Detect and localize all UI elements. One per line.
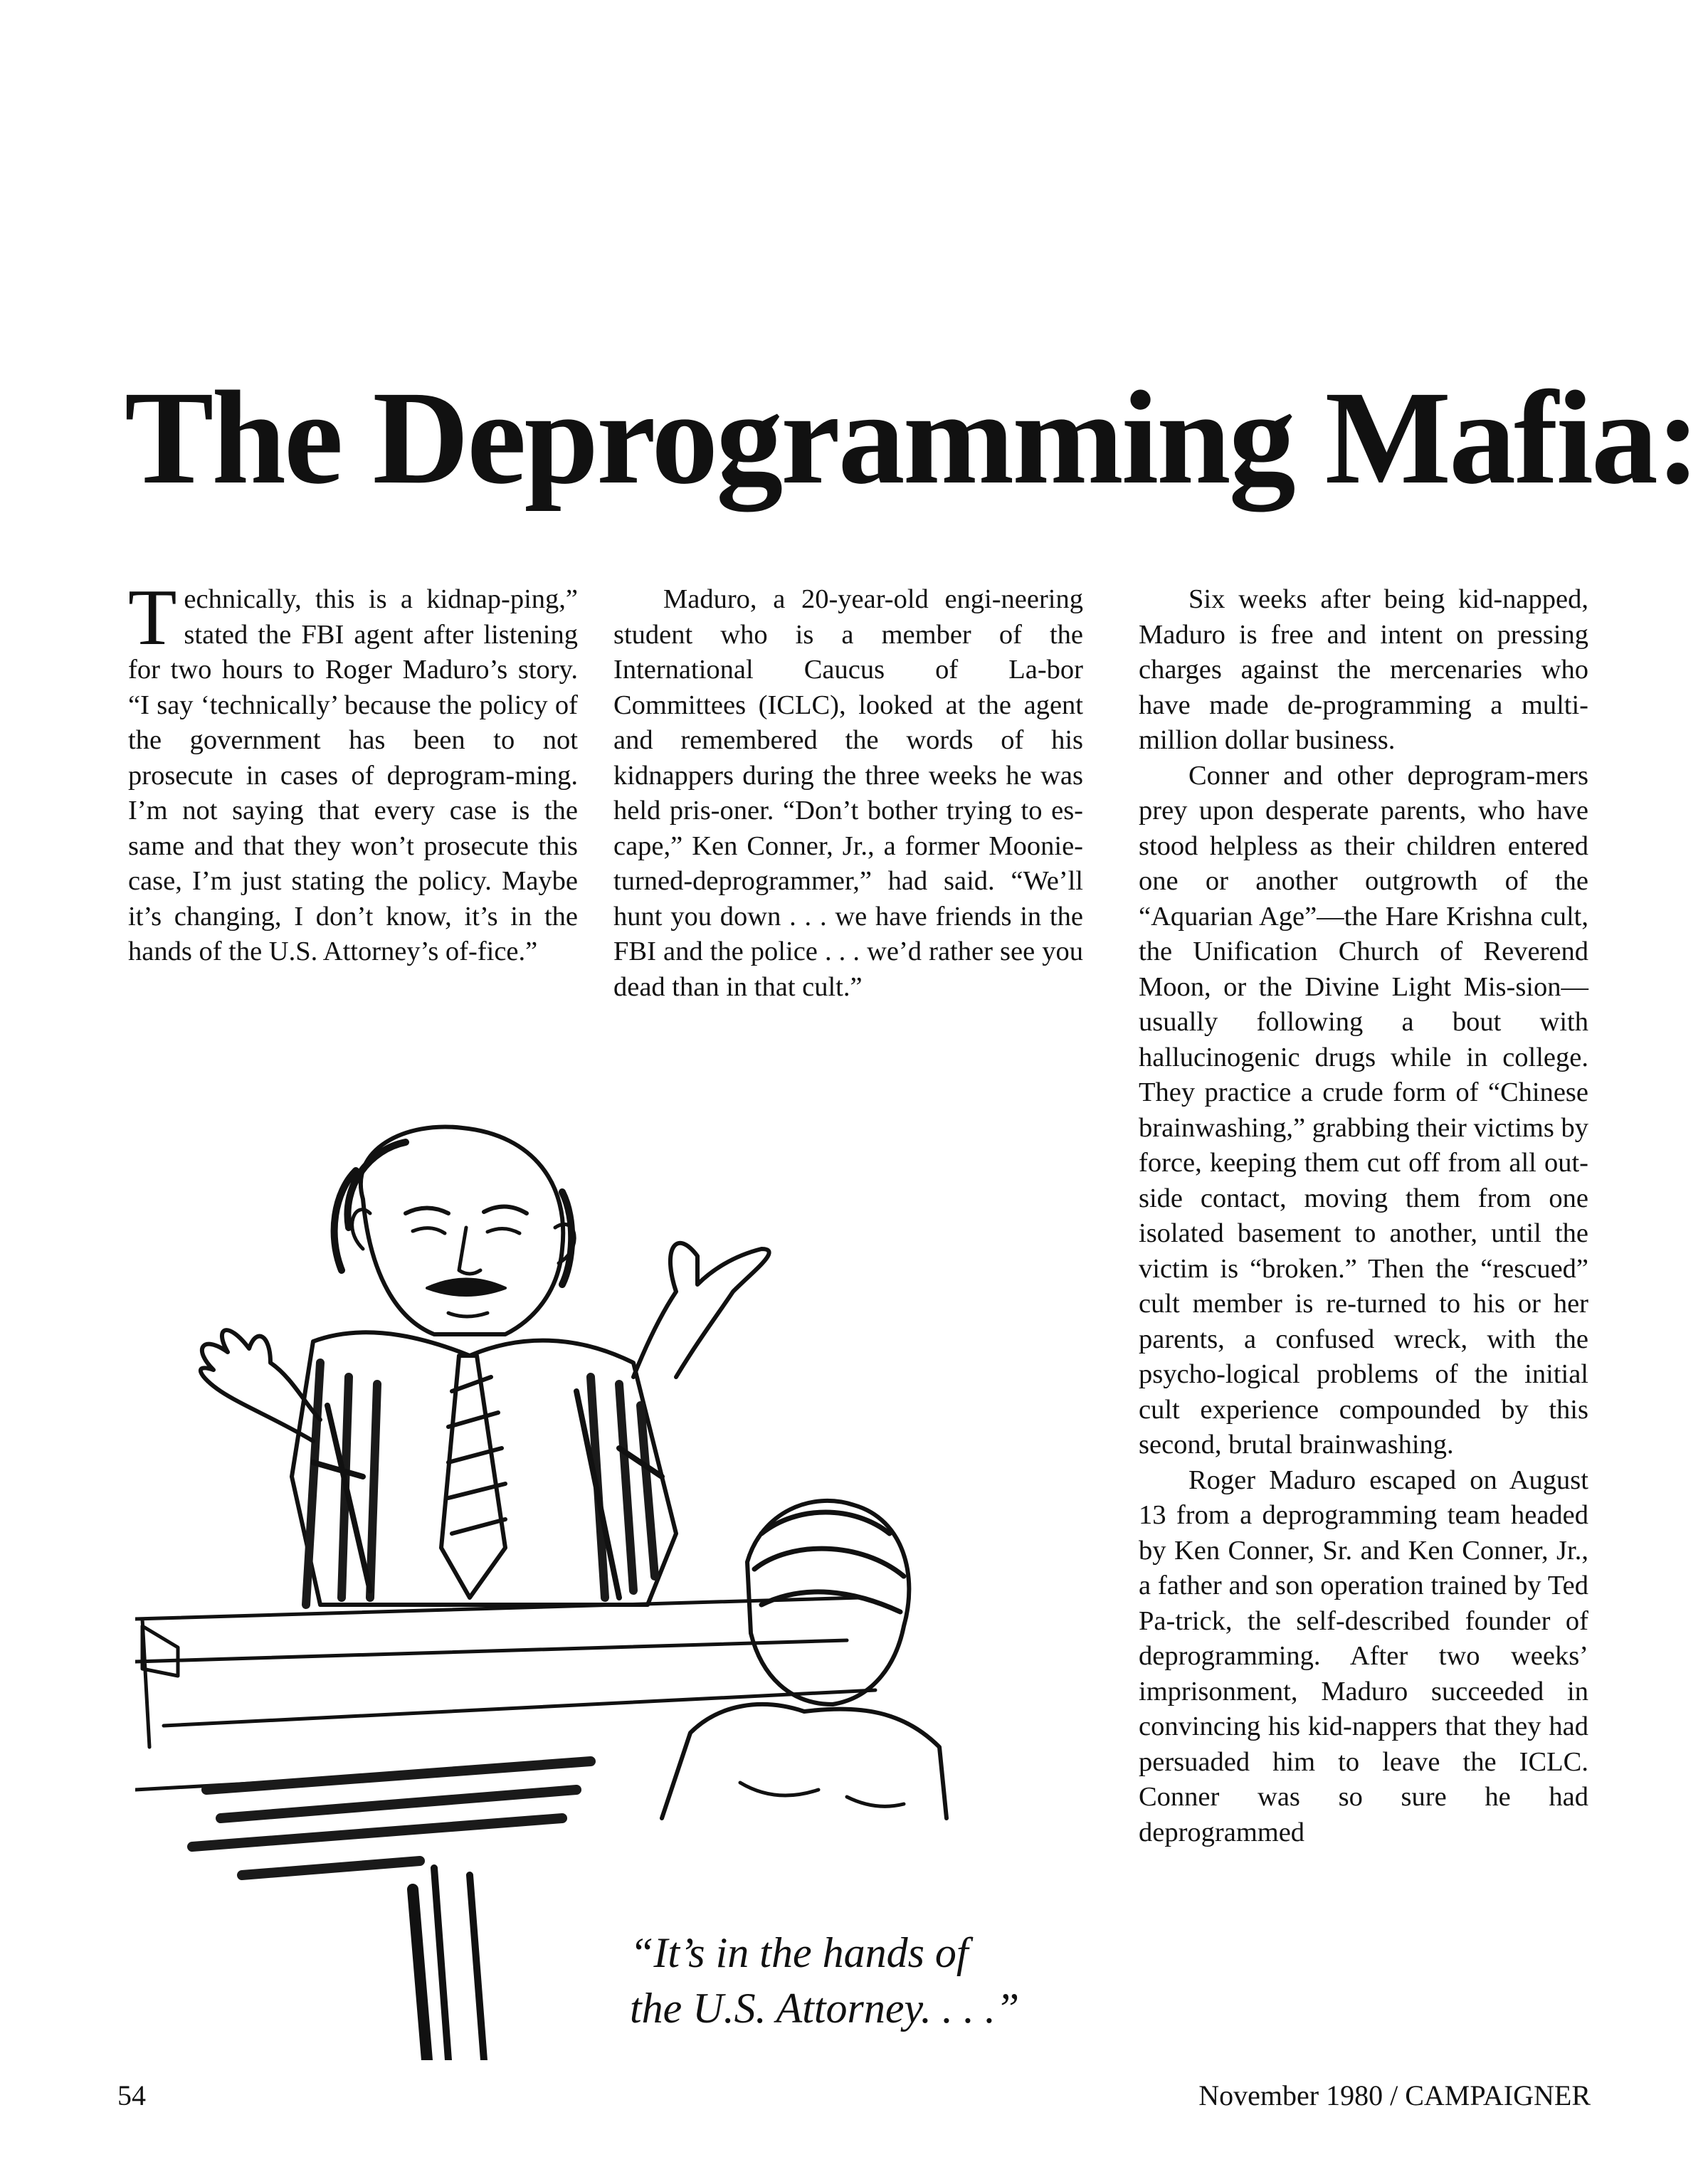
caption-line: “It’s in the hands of xyxy=(630,1929,969,1976)
paragraph: Maduro, a 20-year-old engi-neering student who is a member of the International Caucus of La-bor Committees (ICLC), looked at the agent and remembered the words of his kidnappers during the three weeks he was held pris-oner. “Don’t bother trying to es-cape,” Ken Conner, Jr., a former Moonie-turned-deprogrammer,” had said. “We’ll hunt you down . . . we have friends in the FBI and the police . . . we’d rather see you dead than in that cult.” xyxy=(613,584,1083,1002)
official-head xyxy=(361,1127,563,1334)
paragraph xyxy=(128,574,578,970)
paragraph: Six weeks after being kid-napped, Maduro is free and intent on pressing charges against the mercenaries who have made de-programming a multi-million dollar business. xyxy=(1139,584,1588,755)
drop-cap: T xyxy=(128,574,177,662)
article-title: The Deprogramming Mafia: xyxy=(125,363,1699,512)
paragraph: Roger Maduro escaped on August 13 from a deprogramming team headed by Ken Conner, Sr. and Ken Conner, Jr., a father and son operation trained by Ted Pa-trick, the self-described founder of deprogramming. After two weeks’ imprisonment, Maduro succeeded in convincing his kid-nappers that they had persuaded him to leave the ICLC. Conner was so sure he had deprogrammed xyxy=(1139,1465,1588,1847)
column-3 xyxy=(1139,582,1588,1850)
caption-line: the U.S. Attorney. . . .” xyxy=(630,1985,1020,2032)
illustration-caption xyxy=(630,1925,1071,2036)
official-right-hand xyxy=(633,1243,769,1377)
running-footer: November 1980 / CAMPAIGNER xyxy=(1198,2079,1591,2111)
column-2 xyxy=(613,582,1083,1005)
page-number: 54 xyxy=(117,2079,146,2111)
paragraph-text: echnically, this is a kidnap-ping,” stated the FBI agent after listening for two hours to Roger Maduro’s story. “I say ‘technically’ because the policy of the government has been to not prosecute in cases of deprogram-ming. I’m not saying that every case is the same and that they won’t prosecute this case, I’m just stating the policy. Maybe it’s changing, I don’t know, it’s in the hands of the U.S. Attorney’s of-fice.” xyxy=(128,584,578,966)
foreground-man-shoulders xyxy=(662,1704,947,1818)
chair xyxy=(192,1761,591,1875)
paragraph: Conner and other deprogram-mers prey upon desperate parents, who have stood helpless as their children entered one or another outgrowth of the “Aquarian Age”—the Hare Krishna cult, the Unification Church of Reverend Moon, or the Divine Light Mis-sion—usually following a bout with hallucinogenic drugs while in college. They practice a crude form of “Chinese brainwashing,” grabbing their victims by force, keeping them cut off from all out-side contact, moving them from one isolated basement to another, until the victim is “broken.” Then the “rescued” cult member is re-turned to his or her parents, a confused wreck, with the psycho-logical problems of the initial cult experience compounded by this second, brutal brainwashing. xyxy=(1139,760,1588,1460)
column-1 xyxy=(128,574,578,970)
official-left-hand xyxy=(201,1330,320,1441)
pen-ink-illustration xyxy=(135,1107,1089,2060)
desk xyxy=(135,1598,875,1790)
